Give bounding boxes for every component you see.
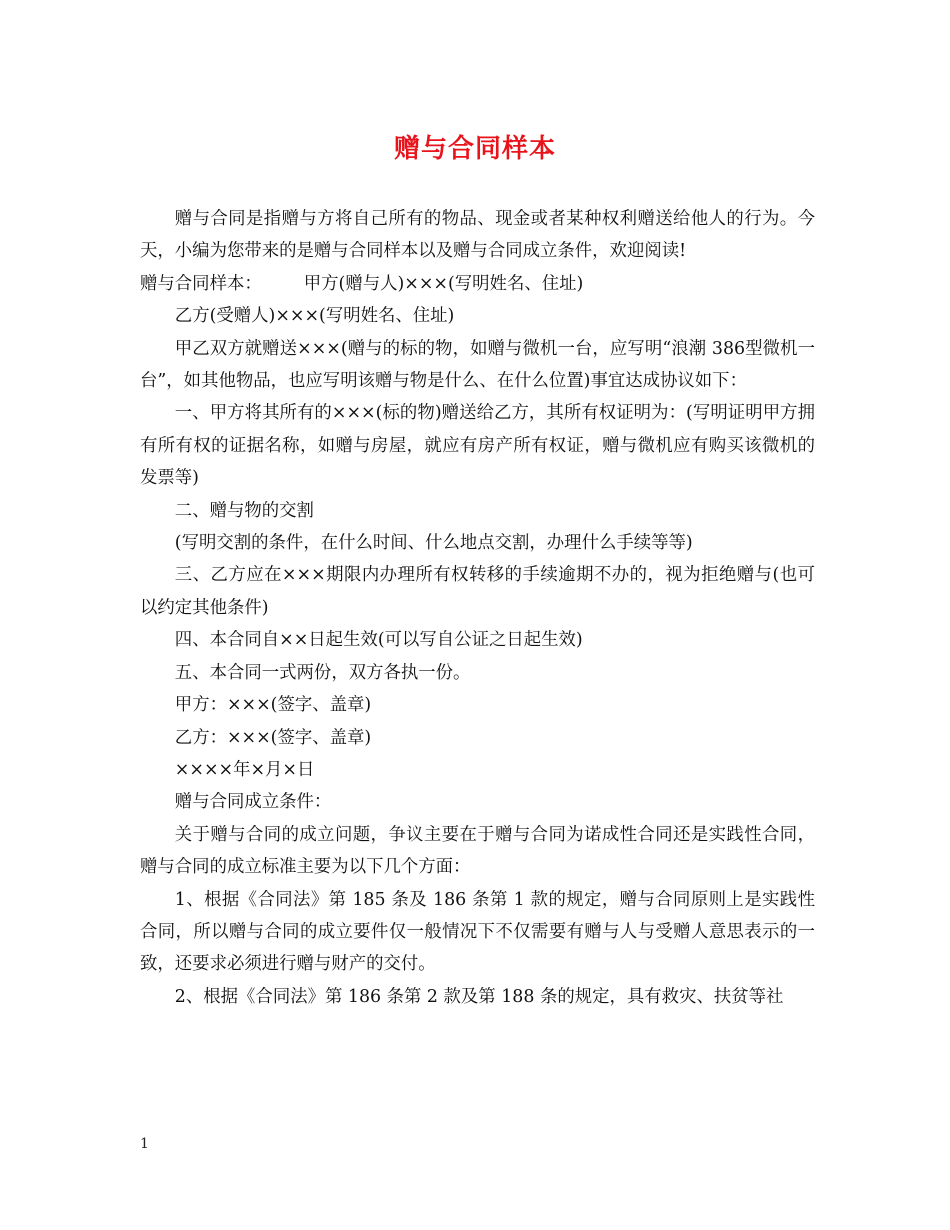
page-number: 1	[140, 1136, 149, 1152]
date-line: ××××年×月×日	[174, 759, 315, 780]
party-b: 乙方(受赠人)×××(写明姓名、住址)	[174, 306, 455, 327]
condition-1: 1、根据《合同法》第 185 条及 186 条第 1 款的规定，赠与合同原则上是实践性合同，所以赠与合同的成立要件仅一般情况下不仅需要有赠与人与受赠人意思表示的一致，还要求必须进行赠与财产的交付。	[140, 889, 815, 975]
sample-label: 赠与合同样本：	[140, 273, 262, 294]
clause-3: 三、乙方应在×××期限内办理所有权转移的手续逾期不办的，视为拒绝赠与(也可以约定其他条件)	[140, 565, 815, 618]
clause-2-heading: 二、赠与物的交割	[174, 500, 314, 521]
party-a: 甲方(赠与人)×××(写明姓名、住址)	[303, 273, 584, 294]
condition-2: 2、根据《合同法》第 186 条第 2 款及第 188 条的规定，具有救灾、扶贫等社	[174, 986, 784, 1007]
conditions-intro: 关于赠与合同的成立问题，争议主要在于赠与合同为诺成性合同还是实践性合同，赠与合同的成立标准主要为以下几个方面：	[140, 824, 815, 878]
clause-4: 四、本合同自××日起生效(可以写自公证之日起生效)	[174, 630, 583, 651]
party-a-line	[140, 268, 815, 300]
document-body	[140, 203, 815, 1013]
party-b-signature: 乙方：×××(签字、盖章)	[174, 727, 372, 748]
clause-2-detail: (写明交割的条件，在什么时间、什么地点交割，办理什么手续等等)	[174, 533, 693, 554]
party-a-signature: 甲方：×××(签字、盖章)	[174, 695, 372, 716]
agreement-paragraph: 甲乙双方就赠送×××(赠与的标的物，如赠与微机一台，应写明“浪潮 386型微机一台”，如其他物品，也应写明该赠与物是什么、在什么位置)事宜达成协议如下：	[140, 338, 815, 392]
conditions-heading: 赠与合同成立条件：	[174, 792, 332, 813]
clause-5: 五、本合同一式两份，双方各执一份。	[174, 662, 471, 683]
document-title: 赠与合同样本	[393, 134, 556, 164]
clause-1: 一、甲方将其所有的×××(标的物)赠送给乙方，其所有权证明为：(写明证明甲方拥有所有权的证据名称，如赠与房屋，就应有房产所有权证，赠与微机应有购买该微机的发票等)	[140, 403, 815, 489]
intro-paragraph: 赠与合同是指赠与方将自己所有的物品、现金或者某种权利赠送给他人的行为。今天，小编为您带来的是赠与合同样本以及赠与合同成立条件，欢迎阅读!	[140, 209, 815, 262]
